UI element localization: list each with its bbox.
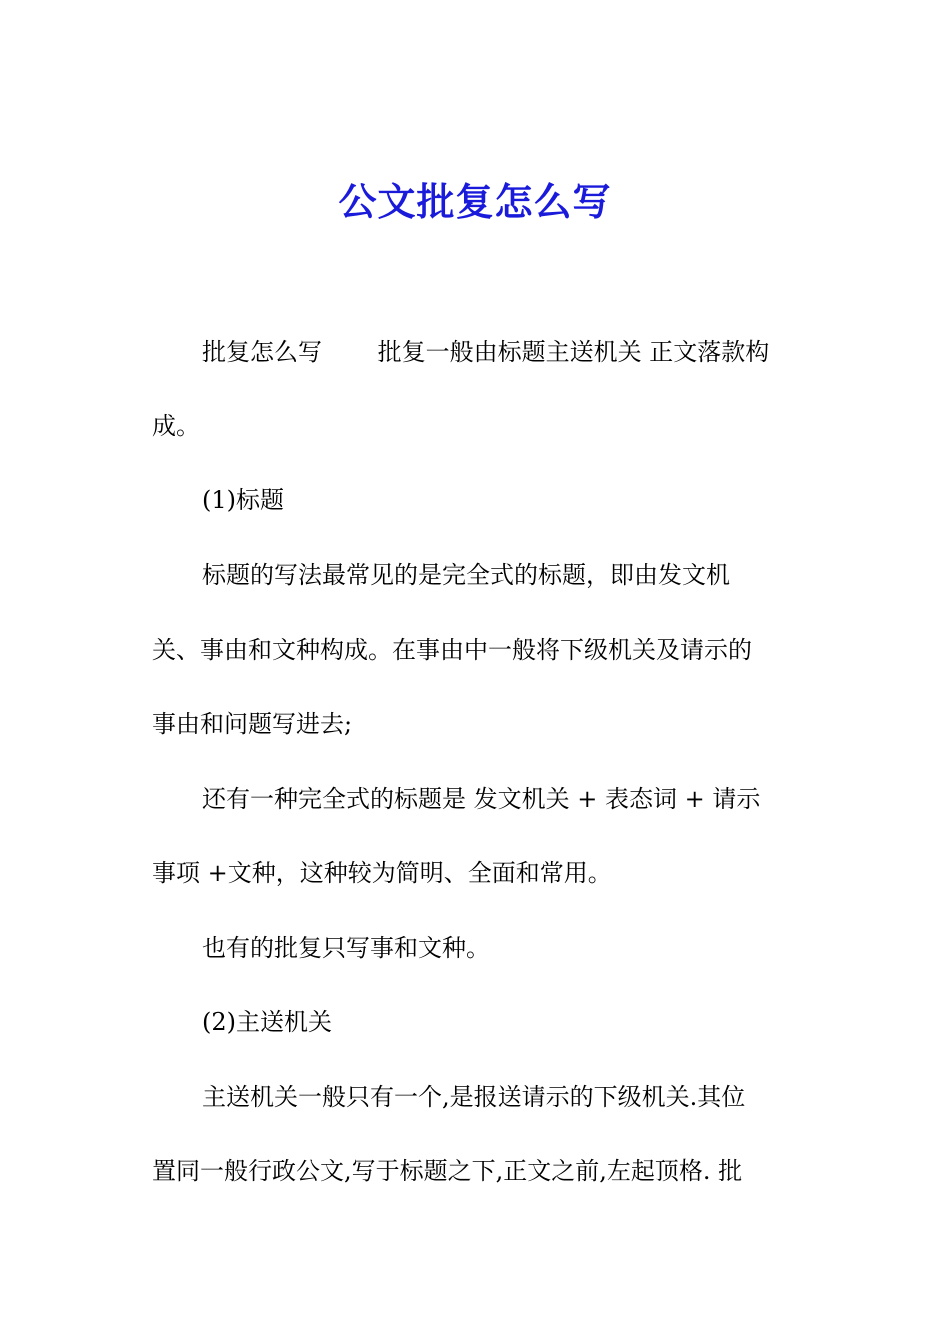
paragraph-line: 标题的写法最常见的是完全式的标题，即由发文机 — [202, 561, 730, 589]
section-heading: (1)标题 — [202, 486, 284, 514]
paragraph-line: 事项 +文种，这种较为简明、全面和常用。 — [152, 859, 612, 887]
paragraph-line: 还有一种完全式的标题是 发文机关 + 表态词 + 请示 — [202, 785, 761, 813]
paragraph-line: 置同一般行政公文,写于标题之下,正文之前,左起顶格. 批 — [152, 1157, 743, 1185]
document-title: 公文批复怎么写 — [338, 179, 612, 224]
paragraph-line: 事由和问题写进去; — [152, 710, 353, 738]
paragraph-line: 也有的批复只写事和文种。 — [202, 934, 490, 962]
paragraph-line: 主送机关一般只有一个,是报送请示的下级机关.其位 — [202, 1083, 746, 1111]
section-heading: (2)主送机关 — [202, 1008, 332, 1036]
paragraph-line: 关、事由和文种构成。在事由中一般将下级机关及请示的 — [152, 636, 752, 664]
paragraph-line: 批复怎么写 批复一般由标题主送机关 正文落款构 — [202, 338, 770, 366]
paragraph-line: 成。 — [152, 412, 200, 440]
